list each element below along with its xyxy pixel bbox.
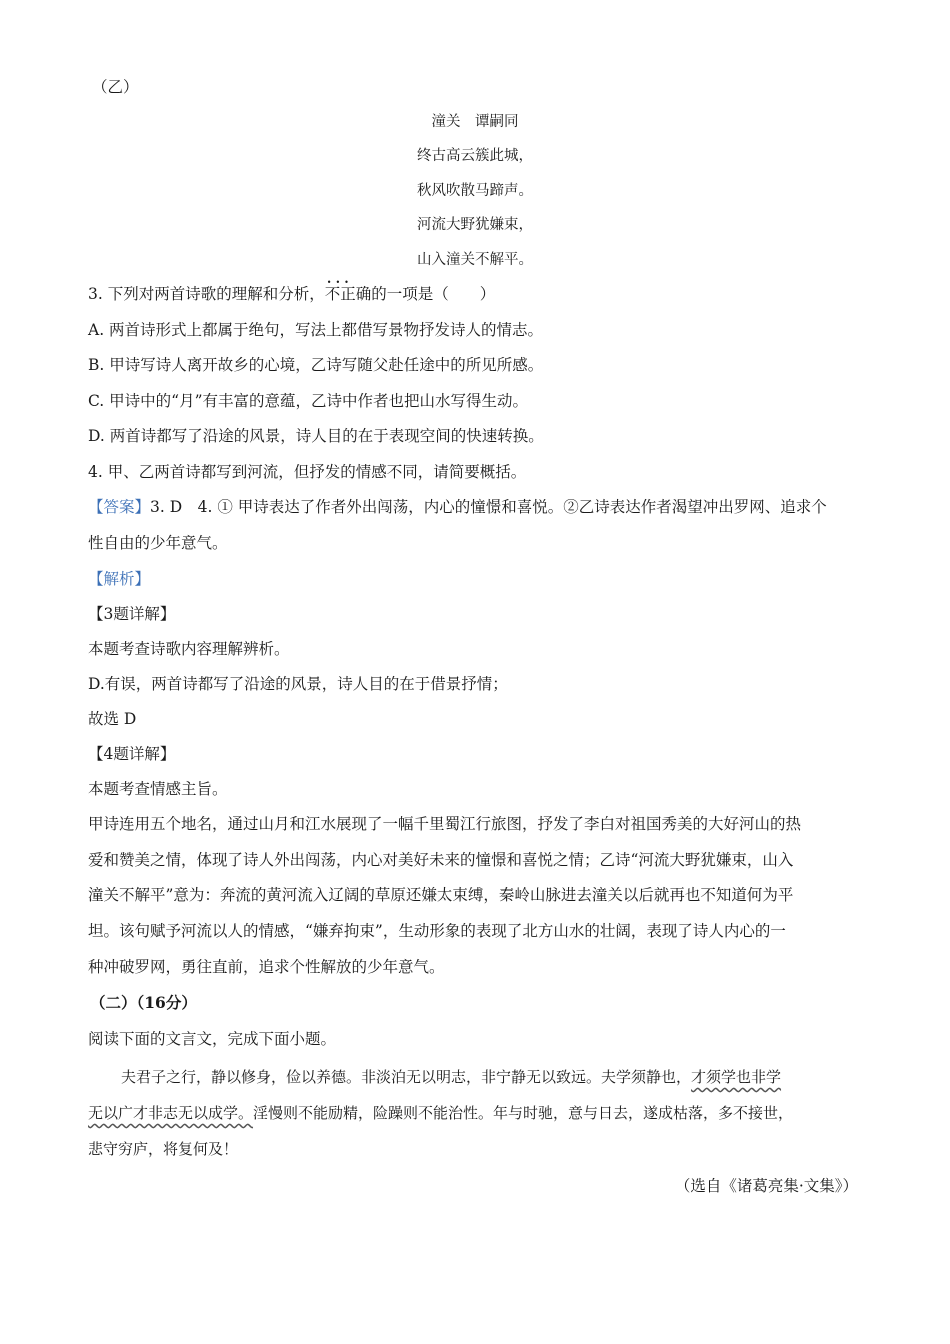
question-4-stem: 4. 甲、乙两首诗都写到河流，但抒发的情感不同，请简要概括。 xyxy=(88,463,527,481)
classical-text-2a-underlined: 无以广才非志无以成学。 xyxy=(88,1104,254,1122)
q3-detail-line-3: 故选 D xyxy=(88,710,137,728)
q3-stem-before: 3. 下列对两首诗歌的理解和分析， xyxy=(88,285,325,303)
analysis-tag: 【解析】 xyxy=(88,570,151,588)
classical-text-source: （选自《诸葛亮集·文集》） xyxy=(674,1177,858,1195)
classical-text-2b: 淫慢则不能励精，险躁则不能治性。年与时驰，意与日去，遂成枯落，多不接世， xyxy=(253,1104,794,1122)
q3-detail-line-2: D.有误，两首诗都写了沿途的风景，诗人目的在于借景抒情； xyxy=(88,675,508,693)
answer-line-2: 性自由的少年意气。 xyxy=(88,534,228,552)
q3-option-c: C. 甲诗中的“月”有丰富的意蕴，乙诗中作者也把山水写得生动。 xyxy=(88,392,529,410)
answer-text-1: 3. D 4. ① 甲诗表达了作者外出闯荡，内心的憧憬和喜悦。②乙诗表达作者渴望冲出罗网、追求个 xyxy=(150,498,827,516)
q4-detail-para-2: 爱和赞美之情，体现了诗人外出闯荡，内心对美好未来的憧憬和喜悦之情；乙诗“河流大野犹嫌束，山入 xyxy=(88,851,794,869)
q3-stem-emphasis: ••• 不正确 xyxy=(325,285,372,303)
q3-option-a: A. 两首诗形式上都属于绝句，写法上都借写景物抒发诗人的情志。 xyxy=(88,321,544,339)
q3-detail-heading: 【3题详解】 xyxy=(88,605,176,623)
q3-option-d: D. 两首诗都写了沿途的风景，诗人目的在于表现空间的快速转换。 xyxy=(88,427,544,445)
q4-detail-line-1: 本题考查情感主旨。 xyxy=(88,780,228,798)
q4-detail-para-5: 种冲破罗网，勇往直前，追求个性解放的少年意气。 xyxy=(88,958,445,976)
classical-text-1b-underlined: 才须学也非学 xyxy=(691,1068,782,1086)
classical-text-line-2 xyxy=(88,1103,793,1123)
poem-line-4: 山入潼关不解平。 xyxy=(417,252,533,268)
q4-detail-heading: 【4题详解】 xyxy=(88,745,176,763)
q3-detail-line-1: 本题考查诗歌内容理解辨析。 xyxy=(88,640,290,658)
poem-line-1: 终古高云簇此城， xyxy=(417,148,533,164)
classical-text-line-1 xyxy=(121,1067,781,1087)
poem-yi-label: （乙） xyxy=(92,78,139,96)
answer-line-1 xyxy=(88,497,827,517)
classical-text-line-3: 悲守穷庐，将复何及！ xyxy=(88,1140,239,1158)
q4-detail-para-1: 甲诗连用五个地名，通过山月和江水展现了一幅千里蜀江行旅图，抒发了李白对祖国秀美的大好河山的热 xyxy=(88,815,802,833)
poem-title: 潼关 谭嗣同 xyxy=(431,114,519,130)
question-3-stem xyxy=(88,284,495,304)
poem-line-3: 河流大野犹嫌束， xyxy=(417,217,533,233)
classical-text-1a: 夫君子之行，静以修身，俭以养德。非淡泊无以明志，非宁静无以致远。夫学须静也， xyxy=(121,1068,692,1086)
q4-detail-para-4: 坦。该句赋予河流以人的情感，“嫌弃拘束”，生动形象的表现了北方山水的壮阔，表现了诗人内心的一 xyxy=(88,922,786,940)
q3-option-b: B. 甲诗写诗人离开故乡的心境，乙诗写随父赴任途中的所见所感。 xyxy=(88,356,544,374)
q4-detail-para-3: 潼关不解平”意为：奔流的黄河流入辽阔的草原还嫌太束缚，秦岭山脉进去潼关以后就再也不知道何为平 xyxy=(88,886,794,904)
poem-line-2: 秋风吹散马蹄声。 xyxy=(417,183,533,199)
section-2-heading: （二）（16分） xyxy=(90,993,197,1012)
answer-tag: 【答案】 xyxy=(88,498,151,516)
section-2-intro: 阅读下面的文言文，完成下面小题。 xyxy=(88,1030,337,1048)
q3-stem-after: 的一项是（ ） xyxy=(371,285,496,303)
